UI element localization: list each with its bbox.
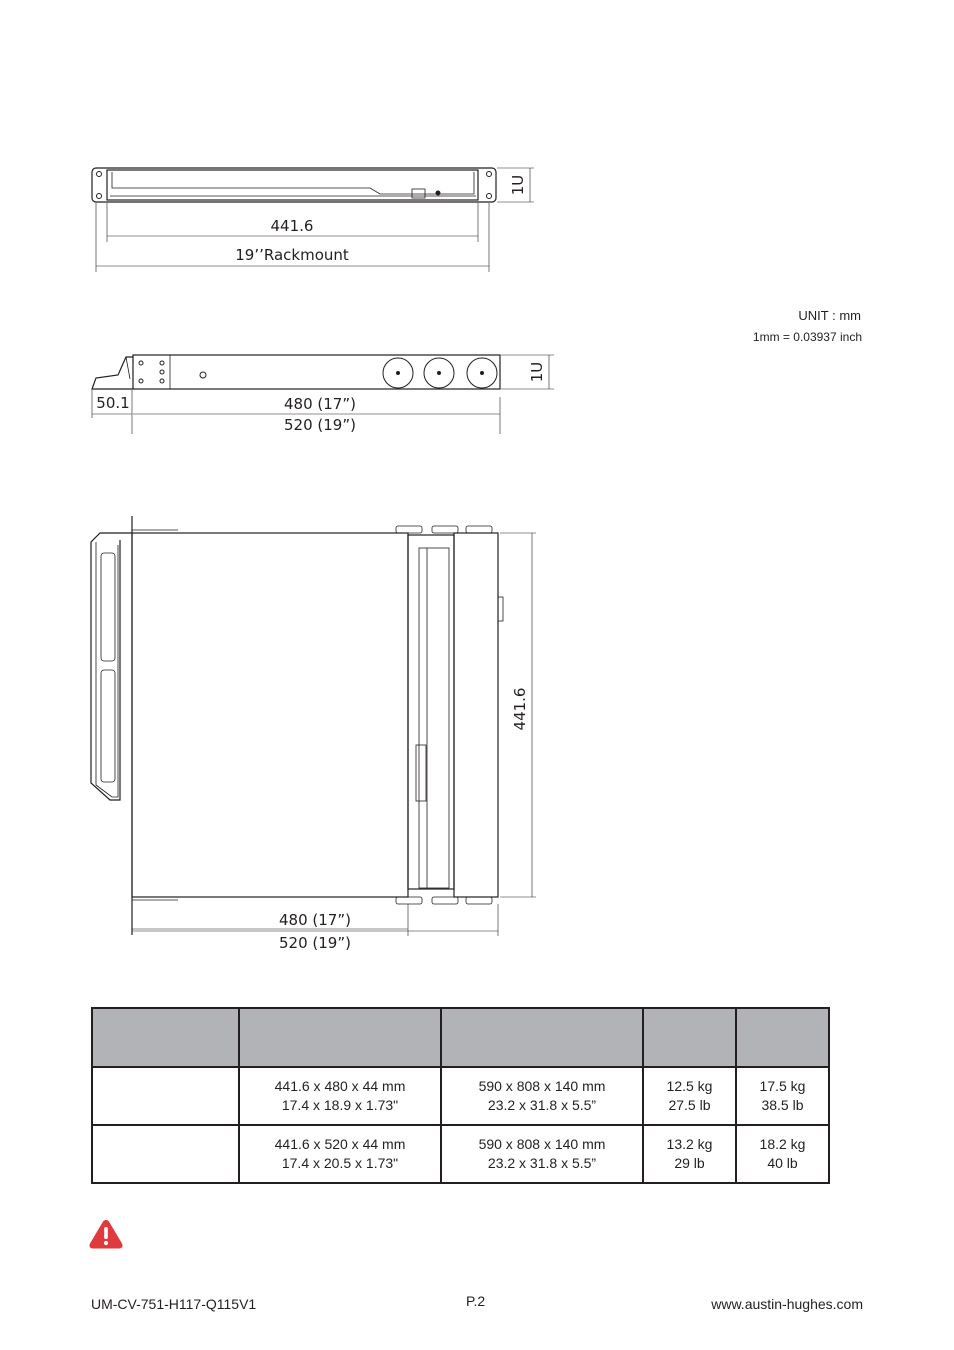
row-label [92,1067,239,1125]
table-row [92,1067,829,1125]
dimensions-cell [239,1067,441,1125]
package-inch: 23.2 x 31.8 x 5.5” [487,1097,597,1113]
front-rack-label: 19’’Rackmount [235,246,349,264]
warning-icon [88,1218,124,1250]
front-width-label: 441.6 [270,217,314,235]
net-weight-cell [643,1067,736,1125]
front-height-label: 1U [509,174,527,196]
package-mm: 590 x 808 x 140 mm [478,1136,606,1152]
row-label [92,1125,239,1183]
side-depth-label: 480 (17”) [284,395,356,413]
unit-label: UNIT : mm [798,308,861,323]
header-cell [736,1008,829,1067]
dimensions-mm: 441.6 x 520 x 44 mm [274,1136,406,1152]
header-cell [239,1008,441,1067]
top-total-label: 520 (19”) [279,934,351,952]
net-weight-lb: 27.5 lb [668,1097,711,1113]
top-width-label: 441.6 [511,687,529,731]
net-weight-cell [643,1125,736,1183]
dimensions-mm: 441.6 x 480 x 44 mm [274,1078,406,1094]
side-total-label: 520 (19”) [284,416,356,434]
gross-weight-kg: 17.5 kg [759,1078,806,1094]
gross-weight-lb: 40 lb [767,1155,798,1171]
footer-page-number: P.2 [466,1293,486,1309]
dimensions-inch: 17.4 x 20.5 x 1.73" [281,1155,399,1171]
side-height-label: 1U [528,361,546,383]
package-mm: 590 x 808 x 140 mm [478,1078,606,1094]
footer-website: www.austin-hughes.com [711,1296,863,1312]
unit-conversion: 1mm = 0.03937 inch [752,330,862,344]
table-header-row [92,1008,829,1067]
top-view-drawing [91,516,536,936]
header-cell [441,1008,643,1067]
gross-weight-cell [736,1067,829,1125]
gross-weight-lb: 38.5 lb [761,1097,804,1113]
top-depth-label: 480 (17”) [279,911,351,929]
package-cell [441,1125,643,1183]
net-weight-kg: 12.5 kg [666,1078,713,1094]
gross-weight-kg: 18.2 kg [759,1136,806,1152]
package-cell [441,1067,643,1125]
footer-doc-id: UM-CV-751-H117-Q115V1 [91,1296,257,1312]
header-cell [92,1008,239,1067]
dimensions-cell [239,1125,441,1183]
dimensions-inch: 17.4 x 18.9 x 1.73" [281,1097,399,1113]
gross-weight-cell [736,1125,829,1183]
package-inch: 23.2 x 31.8 x 5.5” [487,1155,597,1171]
spec-table [91,1007,830,1184]
net-weight-kg: 13.2 kg [666,1136,713,1152]
header-cell [643,1008,736,1067]
side-offset-label: 50.1 [96,394,130,412]
table-row [92,1125,829,1183]
net-weight-lb: 29 lb [674,1155,705,1171]
